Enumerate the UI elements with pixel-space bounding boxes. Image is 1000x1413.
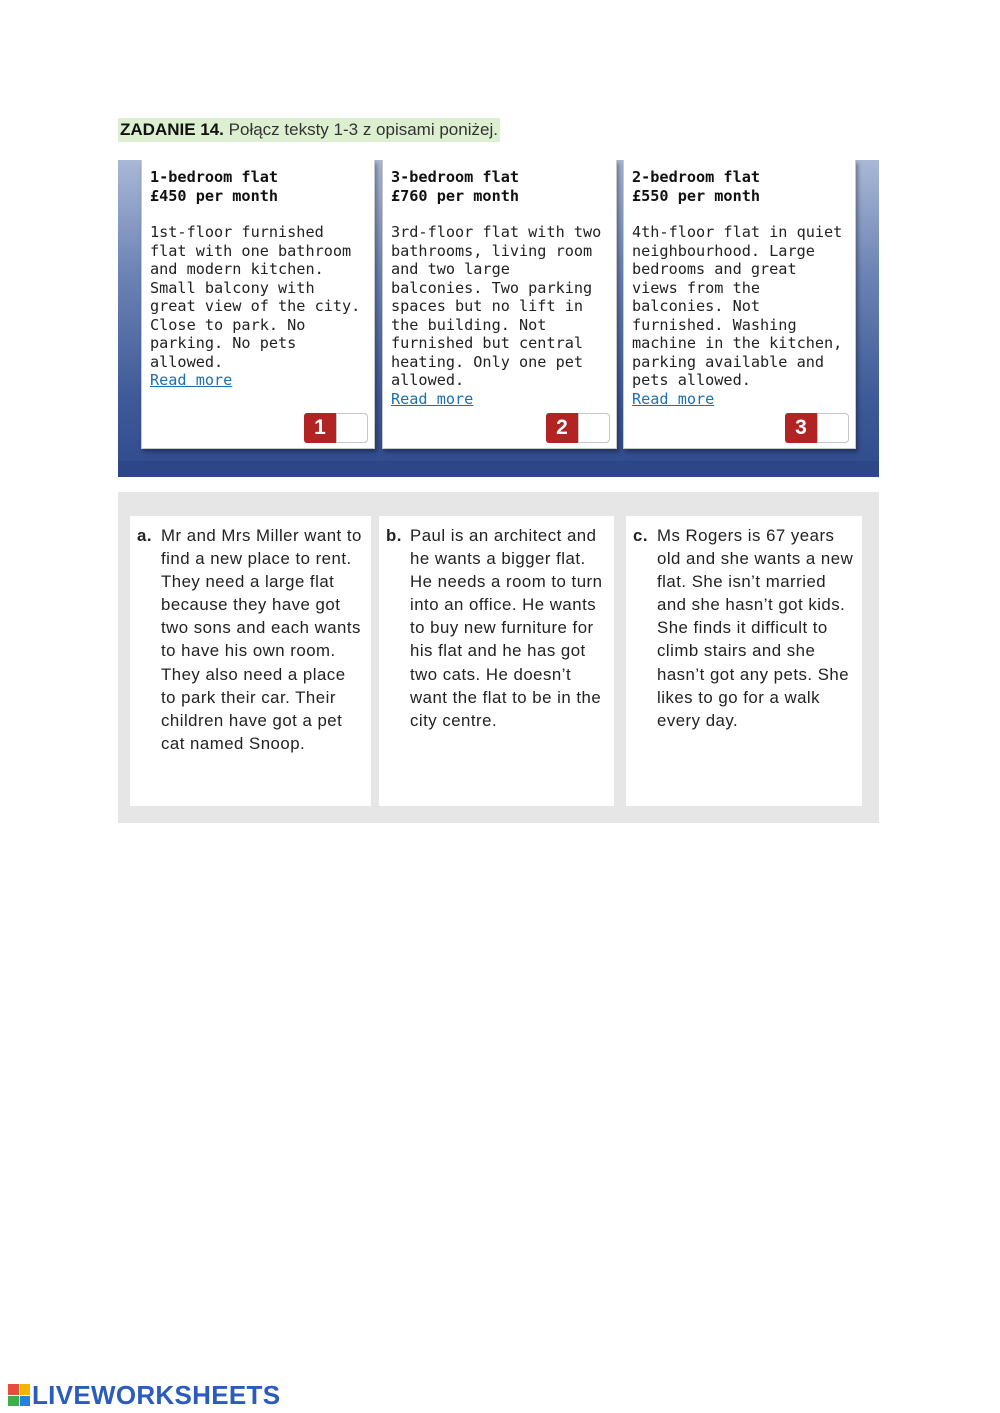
ad-price: £450 per month [150, 186, 279, 205]
ad-description: 4th-floor flat in quiet neighbourhood. Large bedrooms and great views from the balconies. Not furnished. Washing machine in the kitchen, parking available and pets allowed. [632, 223, 843, 389]
flat-ad-card [382, 160, 617, 449]
answer-box [785, 413, 849, 443]
flat-ad-card [141, 160, 375, 449]
answer-input[interactable] [578, 413, 610, 443]
ad-number-badge: 1 [304, 413, 336, 443]
liveworksheets-logo[interactable] [8, 1380, 280, 1410]
task-instruction: Połącz teksty 1-3 z opisami poniżej. [228, 120, 498, 139]
person-text: Paul is an architect and he wants a bigger flat. He needs a room to turn into an office. He wants to buy new furniture for his flat and he has got two cats. He doesn’t want the flat to be in the city centre. [410, 526, 603, 730]
task-title [118, 118, 500, 142]
person-text: Ms Rogers is 67 years old and she wants a new flat. She isn’t married and she hasn’t got kids. She finds it difficult to climb stairs and she hasn’t got any pets. She likes to go for a walk every day. [657, 526, 854, 730]
read-more-link[interactable]: Read more [632, 389, 715, 408]
ad-title: 3-bedroom flat [391, 168, 520, 186]
ad-description: 1st-floor furnished flat with one bathroom and modern kitchen. Small balcony with great view of the city. Close to park. No parking. No pets allowed. [150, 223, 361, 371]
person-card [626, 516, 862, 806]
answer-input[interactable] [817, 413, 849, 443]
ad-description: 3rd-floor flat with two bathrooms, living room and two large balconies. Two parking spaces but no lift in the building. Not furnished but central heating. Only one pet allowed. [391, 223, 602, 389]
logo-blocks-icon [8, 1384, 30, 1406]
ad-number-badge: 3 [785, 413, 817, 443]
ad-title: 1-bedroom flat [150, 168, 279, 186]
ad-number-badge: 2 [546, 413, 578, 443]
read-more-link[interactable]: Read more [391, 389, 474, 408]
answer-box [546, 413, 610, 443]
person-letter: c. [633, 526, 648, 545]
answer-input[interactable] [336, 413, 368, 443]
person-descriptions-panel [118, 492, 879, 823]
person-letter: b. [386, 526, 402, 545]
ad-title: 2-bedroom flat [632, 168, 761, 186]
person-card [130, 516, 371, 806]
read-more-link[interactable]: Read more [150, 371, 233, 389]
task-label: ZADANIE 14. [120, 120, 224, 139]
ad-price: £550 per month [632, 186, 761, 205]
person-card [379, 516, 614, 806]
answer-box [304, 413, 368, 443]
flat-ads-panel [118, 160, 879, 477]
person-letter: a. [137, 526, 152, 545]
logo-text: LIVEWORKSHEETS [32, 1379, 281, 1410]
flat-ad-card [623, 160, 856, 449]
ad-price: £760 per month [391, 186, 520, 205]
person-text: Mr and Mrs Miller want to find a new place to rent. They need a large flat because they have got two sons and each wants to have his own room. They also need a place to park their car. Their children have got a pet cat named Snoop. [161, 526, 362, 753]
